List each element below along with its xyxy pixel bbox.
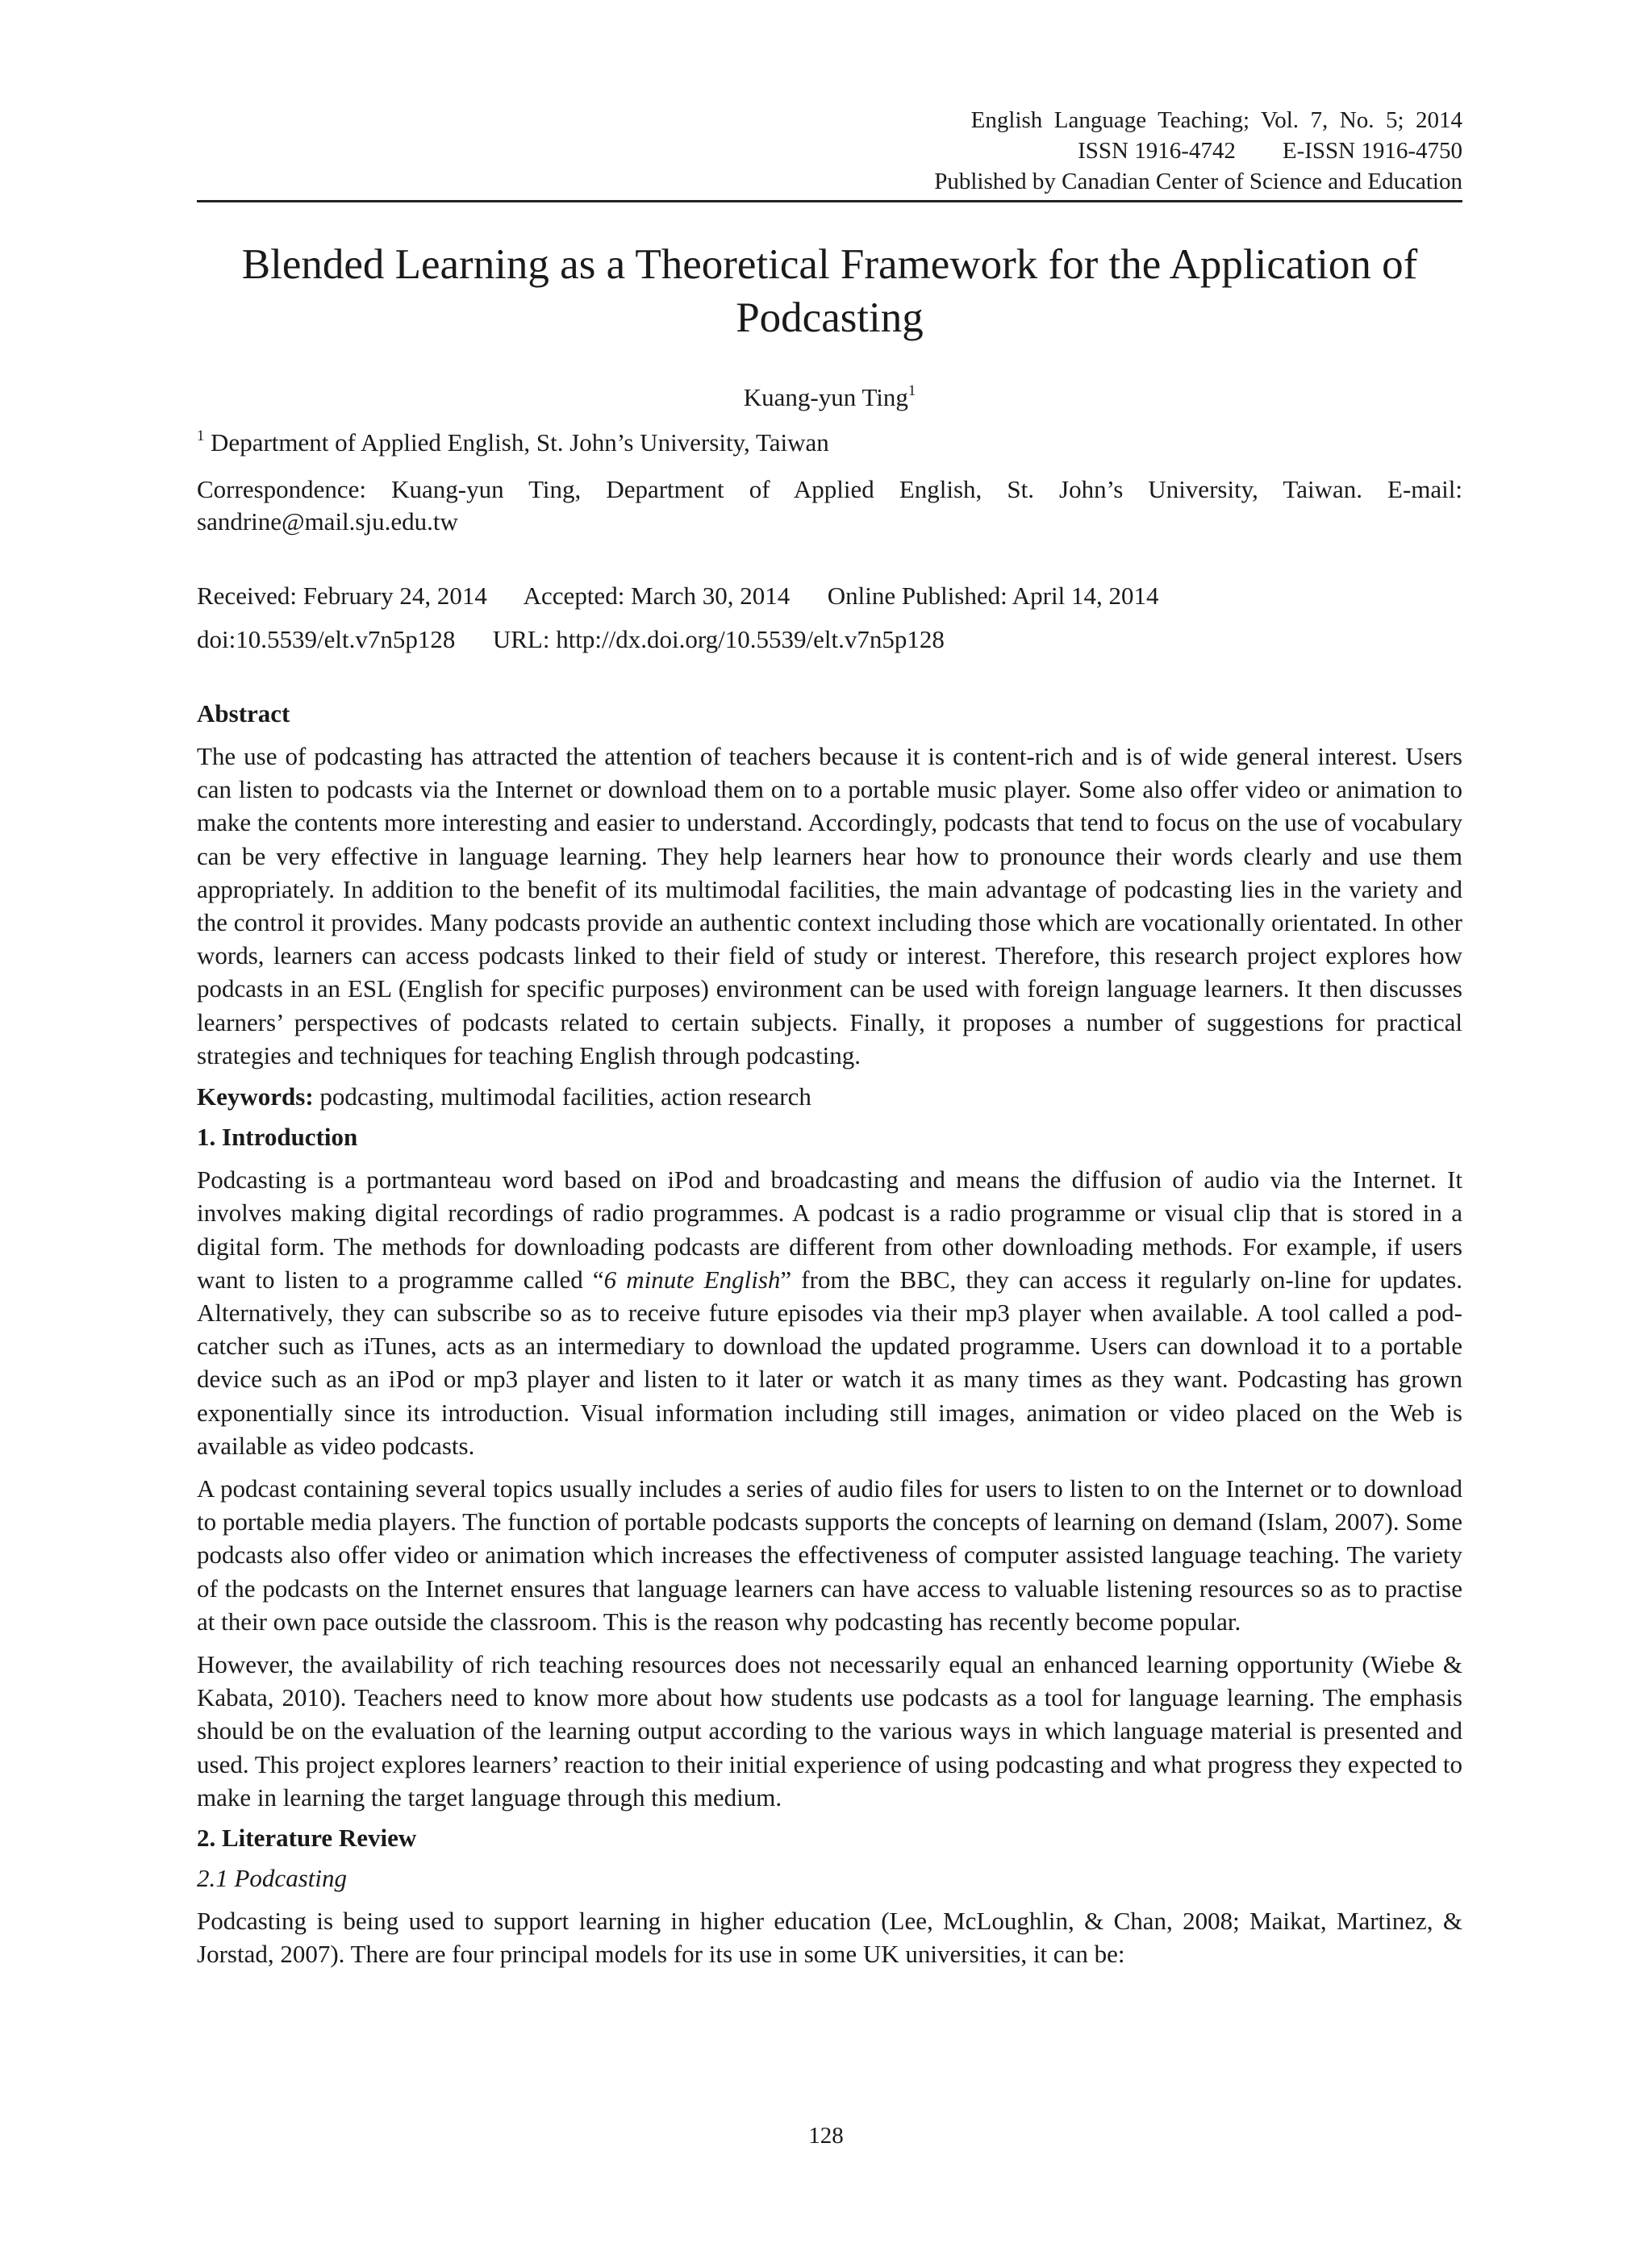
issn-line: ISSN 1916-4742 E-ISSN 1916-4750 (1078, 138, 1462, 164)
paragraph (197, 1163, 1462, 1462)
journal-header (197, 105, 1462, 197)
affiliation-text: Department of Applied English, St. John’s University, Taiwan (211, 428, 829, 457)
keywords (197, 1080, 1462, 1113)
paragraph-text: ” from the BBC, they can access it regularly on-line for updates. Alternatively, they can subscribe so as to receive future episodes via their mp3 player when available. A tool called a pod-catcher such as iTunes, acts as an intermediary to download the updated programme. Users can download it to a portable device such as an iPod or mp3 player and listen to it later or watch it as many times as they want. Podcasting has grown exponentially since its introduction. Visual information including still images, animation or video placed on the Web is available as video podcasts. (197, 1265, 1463, 1460)
doi-url[interactable]: URL: http://dx.doi.org/10.5539/elt.v7n5p128 (492, 625, 945, 653)
accepted-date: Accepted: March 30, 2014 (523, 582, 791, 610)
section-heading-introduction: 1. Introduction (197, 1123, 358, 1152)
keywords-text: podcasting, multimodal facilities, action research (313, 1082, 811, 1111)
header-rule (197, 200, 1462, 202)
section-heading-literature-review: 2. Literature Review (197, 1824, 417, 1853)
page-number: 128 (808, 2123, 844, 2149)
doi-line (197, 623, 1462, 656)
publication-dates (197, 580, 1462, 612)
abstract-heading: Abstract (197, 699, 290, 728)
published-date: Online Published: April 14, 2014 (827, 582, 1159, 610)
paragraph: Podcasting is being used to support learning in higher education (Lee, McLoughlin, & Chan, 2008; Maikat, Martinez, & Jorstad, 2007). There are four principal models for its use in some UK universities, it can be: (197, 1907, 1462, 1969)
journal-line: English Language Teaching; Vol. 7, No. 5; 2014 (970, 107, 1462, 133)
affiliation (197, 427, 1462, 459)
programme-title: 6 minute English (603, 1265, 781, 1294)
affiliation-mark: 1 (197, 427, 205, 444)
keywords-label: Keywords: (197, 1082, 314, 1111)
author-affiliation-mark: 1 (907, 381, 916, 399)
subsection-heading-podcasting: 2.1 Podcasting (197, 1864, 347, 1893)
correspondence: Correspondence: Kuang-yun Ting, Department of Applied English, St. John’s University, Taiwan. E-mail: sandrine@mail.sju.edu.tw (197, 475, 1462, 536)
publisher-line: Published by Canadian Center of Science and Education (934, 169, 1462, 194)
abstract-body: The use of podcasting has attracted the attention of teachers because it is content-rich and is of wide general interest. Users can listen to podcasts via the Internet or download them on to a portable music player. Some also offer video or animation to make the contents more interesting and easier to understand. Accordingly, podcasts that tend to focus on the use of vocabulary can be very effective in language learning. They help learners hear how to pronounce their words clearly and use them appropriately. In addition to the benefit of its multimodal facilities, the main advantage of podcasting lies in the variety and the control it provides. Many podcasts provide an authentic context including those which are vocationally orientated. In other words, learners can access podcasts linked to their field of study or interest. Therefore, this research project explores how podcasts in an ESL (English for specific purposes) environment can be used with foreign language learners. It then discusses learners’ perspectives of podcasts related to certain subjects. Finally, it proposes a number of suggestions for practical strategies and techniques for teaching English through podcasting. (197, 742, 1462, 1069)
title-line-1: Blended Learning as a Theoretical Framework for the Application of (241, 241, 1418, 288)
doi: doi:10.5539/elt.v7n5p128 (197, 625, 456, 653)
author (197, 383, 1462, 412)
article-title (197, 238, 1462, 344)
author-name: Kuang-yun Ting (743, 383, 908, 411)
article-page (197, 105, 1462, 1971)
paragraph: However, the availability of rich teaching resources does not necessarily equal an enhanced learning opportunity (Wiebe & Kabata, 2010). Teachers need to know more about how students use podcasts as a tool for language learning. The emphasis should be on the evaluation of the learning output according to the various ways in which language material is presented and used. This project explores learners’ reaction to their initial experience of using podcasting and what progress they expected to make in learning the target language through this medium. (197, 1650, 1462, 1811)
paragraph: A podcast containing several topics usually includes a series of audio files for users to listen to on the Internet or to download to portable media players. The function of portable podcasts supports the concepts of learning on demand (Islam, 2007). Some podcasts also offer video or animation which increases the effectiveness of computer assisted language teaching. The variety of the podcasts on the Internet ensures that language learners can have access to valuable listening resources so as to practise at their own pace outside the classroom. This is the reason why podcasting has recently become popular. (197, 1474, 1462, 1636)
received-date: Received: February 24, 2014 (197, 582, 487, 610)
title-line-2: Podcasting (736, 294, 924, 341)
paragraph-text: Podcasting is a portmanteau word based on iPod and broadcasting and means the diffusion of audio via the Internet. It involves making digital recordings of radio programmes. A podcast is a radio programme or visual clip that is stored in a digital form. The methods for downloading podcasts are different from other downloading methods. For example, if users want to listen to a programme called “ (197, 1165, 1462, 1294)
